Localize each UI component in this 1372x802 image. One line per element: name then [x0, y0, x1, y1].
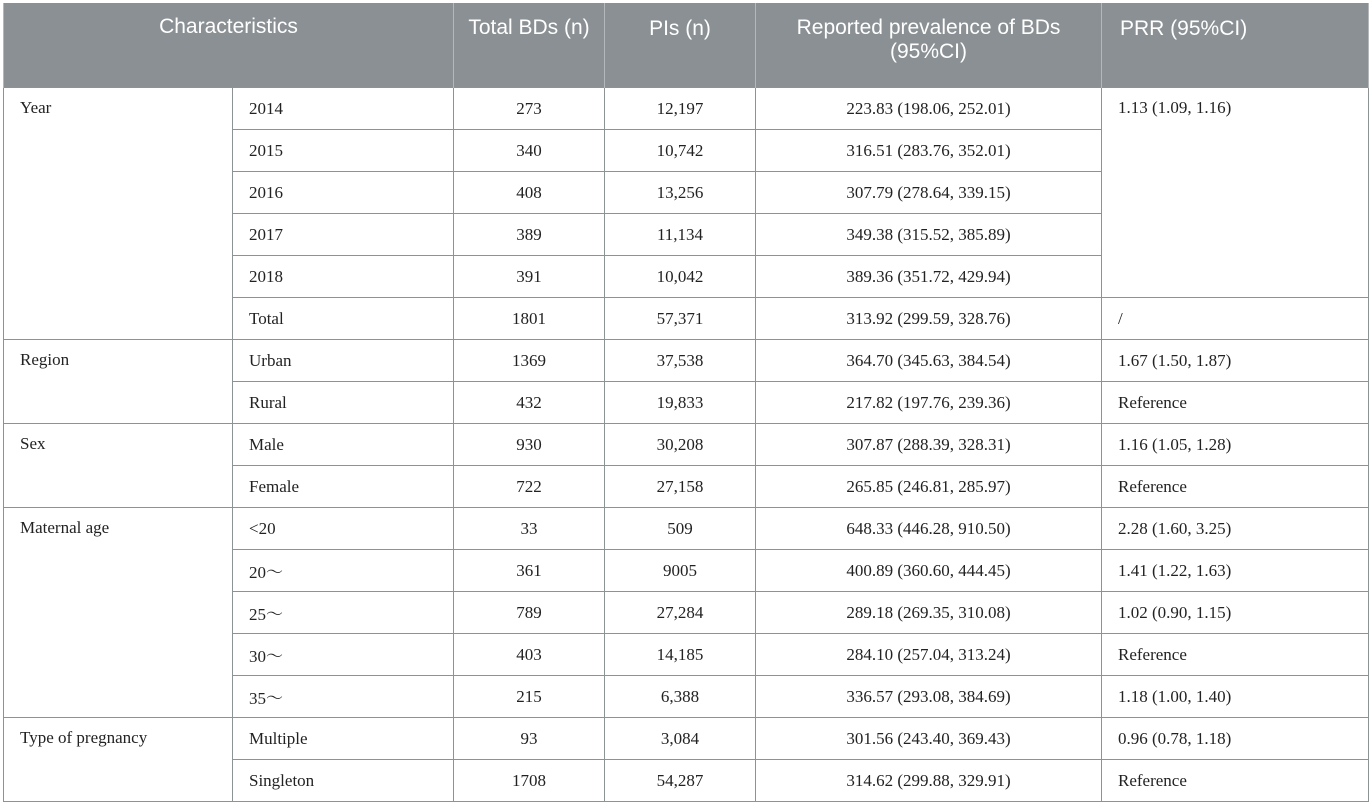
prr-cell: 1.41 (1.22, 1.63) — [1102, 550, 1369, 592]
prevalence-cell: 289.18 (269.35, 310.08) — [756, 592, 1102, 634]
pis-cell: 6,388 — [605, 676, 756, 718]
pis-cell: 19,833 — [605, 382, 756, 424]
prr-cell: 1.67 (1.50, 1.87) — [1102, 340, 1369, 382]
header-pis: PIs (n) — [605, 3, 756, 88]
total-bds-cell: 408 — [454, 172, 605, 214]
subgroup-cell: 30～ — [233, 634, 454, 676]
prr-cell: 1.18 (1.00, 1.40) — [1102, 676, 1369, 718]
total-bds-cell: 789 — [454, 592, 605, 634]
subgroup-cell: Multiple — [233, 718, 454, 760]
prevalence-cell: 314.62 (299.88, 329.91) — [756, 760, 1102, 802]
subgroup-cell: 2017 — [233, 214, 454, 256]
prevalence-cell: 400.89 (360.60, 444.45) — [756, 550, 1102, 592]
group-label-pregnancy-type: Type of pregnancy — [4, 718, 233, 802]
header-prevalence: Reported prevalence of BDs (95%CI) — [756, 3, 1102, 88]
total-bds-cell: 215 — [454, 676, 605, 718]
prevalence-cell: 313.92 (299.59, 328.76) — [756, 298, 1102, 340]
total-bds-cell: 361 — [454, 550, 605, 592]
prr-cell: 1.16 (1.05, 1.28) — [1102, 424, 1369, 466]
pis-cell: 3,084 — [605, 718, 756, 760]
total-bds-cell: 722 — [454, 466, 605, 508]
pis-cell: 14,185 — [605, 634, 756, 676]
subgroup-cell: <20 — [233, 508, 454, 550]
total-bds-cell: 391 — [454, 256, 605, 298]
subgroup-cell: Singleton — [233, 760, 454, 802]
pis-cell: 54,287 — [605, 760, 756, 802]
prr-cell: Reference — [1102, 634, 1369, 676]
subgroup-cell: Male — [233, 424, 454, 466]
table-header — [4, 3, 1369, 88]
pis-cell: 27,284 — [605, 592, 756, 634]
characteristics-table — [3, 3, 1369, 802]
prr-trend-cell: 1.13 (1.09, 1.16) — [1102, 88, 1369, 298]
pis-cell: 9005 — [605, 550, 756, 592]
table-row — [4, 508, 1369, 550]
prr-cell: Reference — [1102, 382, 1369, 424]
pis-cell: 13,256 — [605, 172, 756, 214]
total-bds-cell: 93 — [454, 718, 605, 760]
subgroup-cell: 2018 — [233, 256, 454, 298]
prr-cell: 2.28 (1.60, 3.25) — [1102, 508, 1369, 550]
total-bds-cell: 1369 — [454, 340, 605, 382]
prr-cell: 1.02 (0.90, 1.15) — [1102, 592, 1369, 634]
table-container — [3, 3, 1368, 802]
total-bds-cell: 403 — [454, 634, 605, 676]
subgroup-cell: Rural — [233, 382, 454, 424]
prevalence-cell: 364.70 (345.63, 384.54) — [756, 340, 1102, 382]
total-bds-cell: 340 — [454, 130, 605, 172]
prevalence-cell: 336.57 (293.08, 384.69) — [756, 676, 1102, 718]
table-row — [4, 424, 1369, 466]
table-row — [4, 88, 1369, 130]
header-characteristics: Characteristics — [4, 3, 454, 88]
header-total-bds: Total BDs (n) — [454, 3, 605, 88]
pis-cell: 10,042 — [605, 256, 756, 298]
prr-cell: Reference — [1102, 466, 1369, 508]
prevalence-cell: 316.51 (283.76, 352.01) — [756, 130, 1102, 172]
header-prr: PRR (95%CI) — [1102, 3, 1369, 88]
pis-cell: 37,538 — [605, 340, 756, 382]
prevalence-cell: 648.33 (446.28, 910.50) — [756, 508, 1102, 550]
pis-cell: 27,158 — [605, 466, 756, 508]
total-bds-cell: 273 — [454, 88, 605, 130]
prevalence-cell: 301.56 (243.40, 369.43) — [756, 718, 1102, 760]
group-label-maternal-age: Maternal age — [4, 508, 233, 718]
pis-cell: 30,208 — [605, 424, 756, 466]
prr-cell: Reference — [1102, 760, 1369, 802]
subgroup-cell: 2014 — [233, 88, 454, 130]
pis-cell: 11,134 — [605, 214, 756, 256]
subgroup-cell: 35～ — [233, 676, 454, 718]
prevalence-cell: 217.82 (197.76, 239.36) — [756, 382, 1102, 424]
prr-cell: / — [1102, 298, 1369, 340]
subgroup-cell: 25～ — [233, 592, 454, 634]
pis-cell: 509 — [605, 508, 756, 550]
group-label-year: Year — [4, 88, 233, 340]
total-bds-cell: 33 — [454, 508, 605, 550]
prevalence-cell: 284.10 (257.04, 313.24) — [756, 634, 1102, 676]
pis-cell: 10,742 — [605, 130, 756, 172]
total-bds-cell: 389 — [454, 214, 605, 256]
prevalence-cell: 349.38 (315.52, 385.89) — [756, 214, 1102, 256]
subgroup-cell: Total — [233, 298, 454, 340]
table-row — [4, 718, 1369, 760]
group-label-sex: Sex — [4, 424, 233, 508]
prevalence-cell: 223.83 (198.06, 252.01) — [756, 88, 1102, 130]
subgroup-cell: Female — [233, 466, 454, 508]
pis-cell: 57,371 — [605, 298, 756, 340]
subgroup-cell: 20～ — [233, 550, 454, 592]
group-label-region: Region — [4, 340, 233, 424]
total-bds-cell: 432 — [454, 382, 605, 424]
prevalence-cell: 307.79 (278.64, 339.15) — [756, 172, 1102, 214]
prevalence-cell: 265.85 (246.81, 285.97) — [756, 466, 1102, 508]
table-row — [4, 340, 1369, 382]
subgroup-cell: 2015 — [233, 130, 454, 172]
subgroup-cell: 2016 — [233, 172, 454, 214]
total-bds-cell: 1801 — [454, 298, 605, 340]
subgroup-cell: Urban — [233, 340, 454, 382]
prevalence-cell: 307.87 (288.39, 328.31) — [756, 424, 1102, 466]
table-body — [4, 88, 1369, 802]
pis-cell: 12,197 — [605, 88, 756, 130]
prevalence-cell: 389.36 (351.72, 429.94) — [756, 256, 1102, 298]
total-bds-cell: 1708 — [454, 760, 605, 802]
header-row — [4, 3, 1369, 88]
prr-cell: 0.96 (0.78, 1.18) — [1102, 718, 1369, 760]
total-bds-cell: 930 — [454, 424, 605, 466]
